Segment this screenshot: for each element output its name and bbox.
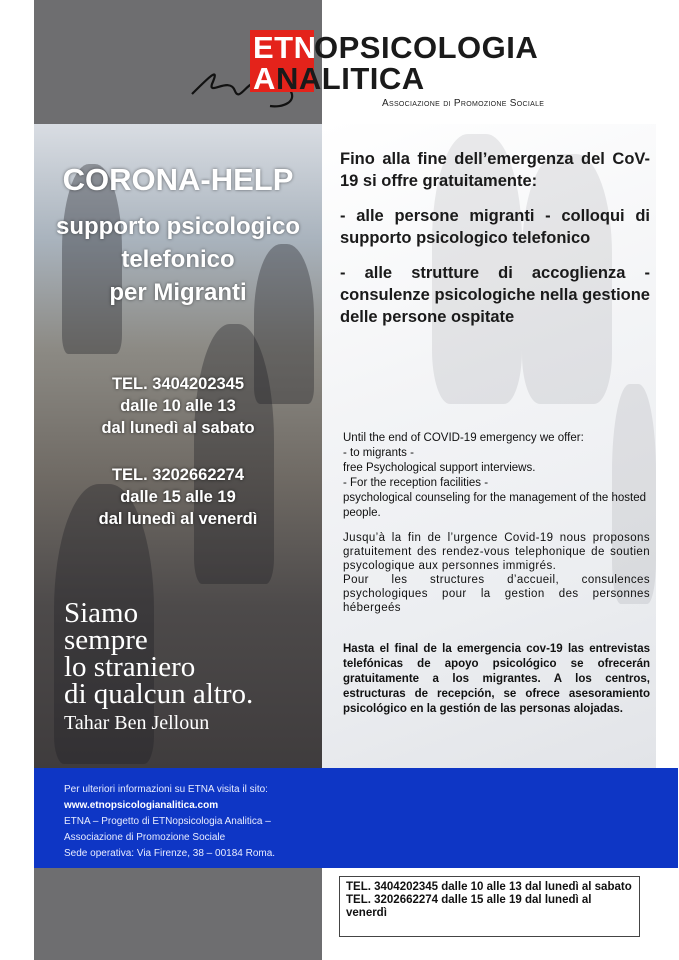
phone-days: dal lunedì al venerdì — [98, 510, 258, 528]
poster-subtitle-line: supporto psicologico — [56, 213, 300, 240]
quote-line: di qualcun altro. — [64, 678, 254, 710]
english-line: - to migrants - — [343, 447, 414, 459]
italian-paragraph: - alle persone migranti - colloqui di supporto psicologico telefonico — [340, 207, 650, 247]
logo-line2-black: NALITICA — [276, 61, 425, 96]
phone-hours: dalle 10 alle 13 — [120, 397, 236, 415]
logo-line1-black: OPSICOLOGIA — [314, 30, 539, 65]
poster-subtitle-line: telefonico — [121, 246, 235, 273]
quote-line: Siamo — [64, 597, 139, 629]
quote-author: Tahar Ben Jelloun — [64, 712, 210, 734]
phone-hours: dalle 15 alle 19 — [120, 488, 236, 506]
phone-block-2 — [34, 464, 322, 530]
etna-logo — [190, 28, 590, 118]
quote — [64, 597, 254, 710]
logo-line1-red: ETN — [253, 30, 317, 65]
italian-text — [340, 148, 650, 341]
poster-subtitle-line: per Migranti — [109, 279, 247, 306]
phone-number: TEL. 3404202345 — [111, 375, 245, 393]
footer-line: Associazione di Promozione Sociale — [64, 832, 226, 843]
english-text — [343, 431, 650, 521]
footer-line: ETNA – Progetto di ETNopsicologia Analitica – — [64, 816, 271, 827]
logo-subtitle: Associazione di Promozione Sociale — [382, 98, 545, 109]
quote-line: lo straniero — [64, 651, 196, 683]
contact-box — [339, 876, 640, 937]
spanish-text: Hasta el final de la emergencia cov-19 las entrevistas telefónicas de apoyo psicológico se ofrecerán gratuitamente a los migrantes. A los centros, estructuras de recepción, se ofrece asesoramiento psicológico en la gestión de las personas alojadas. — [343, 643, 650, 715]
poster-subtitle — [34, 210, 322, 309]
footer-info — [64, 782, 275, 862]
logo-line2-red: A — [253, 61, 276, 96]
french-paragraph: Jusqu’à la fin de l’urgence Covid-19 nous proposons gratuitement des rendez-vous telephonique de soutien psycologique aux personnes immigrés. — [343, 532, 650, 572]
phone-block-1 — [34, 373, 322, 439]
english-line: - For the reception facilities - — [343, 477, 489, 489]
contact-line: TEL. 3404202345 dalle 10 alle 13 dal lunedì al sabato — [346, 881, 632, 893]
quote-line: sempre — [64, 624, 148, 656]
english-line: free Psychological support interviews. — [343, 462, 536, 474]
website-link[interactable]: www.etnopsicologianalitica.com — [64, 800, 219, 811]
poster-title: CORONA-HELP — [62, 162, 294, 197]
phone-days: dal lunedì al sabato — [101, 419, 255, 437]
footer-line: Per ulteriori informazioni su ETNA visita il sito: — [64, 784, 268, 795]
english-line: Until the end of COVID-19 emergency we offer: — [343, 432, 584, 444]
footer-line: Sede operativa: Via Firenze, 38 – 00184 Roma. — [64, 848, 276, 859]
french-text — [343, 531, 650, 615]
italian-paragraph: - alle strutture di accoglienza - consulenze psicologiche nella gestione delle persone ospitate — [340, 264, 650, 326]
french-paragraph: Pour les structures d’accueil, consulences psychologiques pour la gestion des personnes hébergeés — [343, 574, 650, 614]
english-line: psychological counseling for the management of the hosted people. — [343, 492, 647, 519]
italian-paragraph: Fino alla fine dell’emergenza del CoV-19 si offre gratuitamente: — [340, 150, 650, 190]
contact-line: TEL. 3202662274 dalle 15 alle 19 dal lunedì al venerdì — [346, 894, 592, 919]
phone-number: TEL. 3202662274 — [111, 466, 245, 484]
